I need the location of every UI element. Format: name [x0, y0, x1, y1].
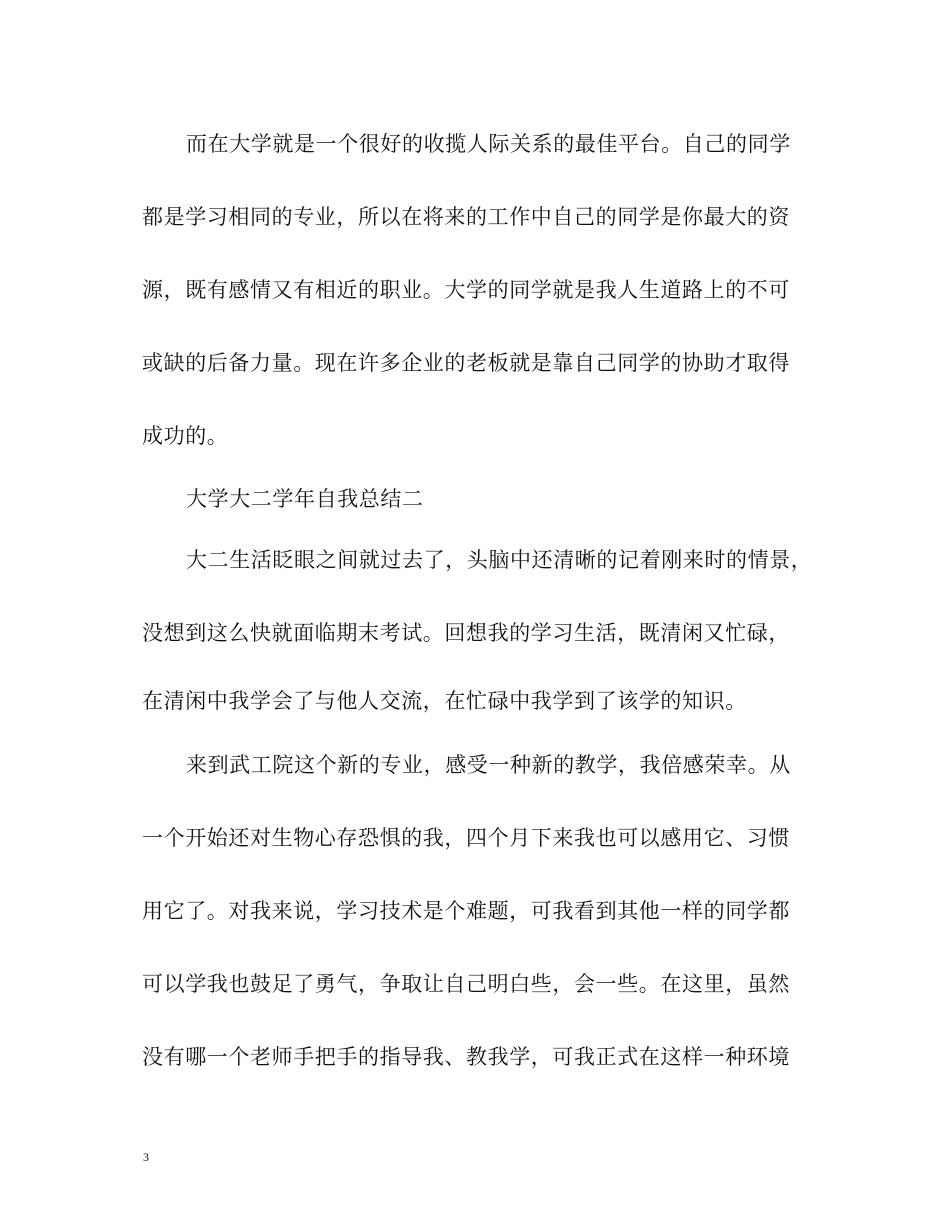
- page-number: 3: [143, 1150, 149, 1164]
- paragraph-line: 来到武工院这个新的专业，感受一种新的教学，我倍感荣幸。从: [186, 753, 791, 777]
- paragraph-line: 可以学我也鼓足了勇气，争取让自己明白些，会一些。在这里，虽然: [142, 972, 790, 996]
- paragraph-line: 一个开始还对生物心存恐惧的我，四个月下来我也可以感用它、习惯: [142, 826, 790, 850]
- paragraph-line: 在清闲中我学会了与他人交流，在忙碌中我学到了该学的知识。: [142, 689, 747, 713]
- paragraph-line: 而在大学就是一个很好的收揽人际关系的最佳平台。自己的同学: [186, 132, 791, 156]
- paragraph-line: 没有哪一个老师手把手的指导我、教我学，可我正式在这样一种环境: [142, 1045, 790, 1069]
- paragraph-line: 没想到这么快就面临期末考试。回想我的学习生活，既清闲又忙碌，: [142, 621, 790, 645]
- paragraph-line: 源，既有感情又有相近的职业。大学的同学就是我人生道路上的不可: [142, 278, 790, 302]
- paragraph-line: 用它了。对我来说，学习技术是个难题，可我看到其他一样的同学都: [142, 899, 790, 923]
- paragraph-line: 或缺的后备力量。现在许多企业的老板就是靠自己同学的协助才取得: [142, 351, 790, 375]
- paragraph-line: 都是学习相同的专业，所以在将来的工作中自己的同学是你最大的资: [142, 205, 790, 229]
- paragraph-line: 大二生活眨眼之间就过去了，头脑中还清晰的记着刚来时的情景，: [186, 548, 813, 572]
- paragraph-line: 成功的。: [142, 424, 229, 448]
- section-heading: 大学大二学年自我总结二: [186, 487, 424, 511]
